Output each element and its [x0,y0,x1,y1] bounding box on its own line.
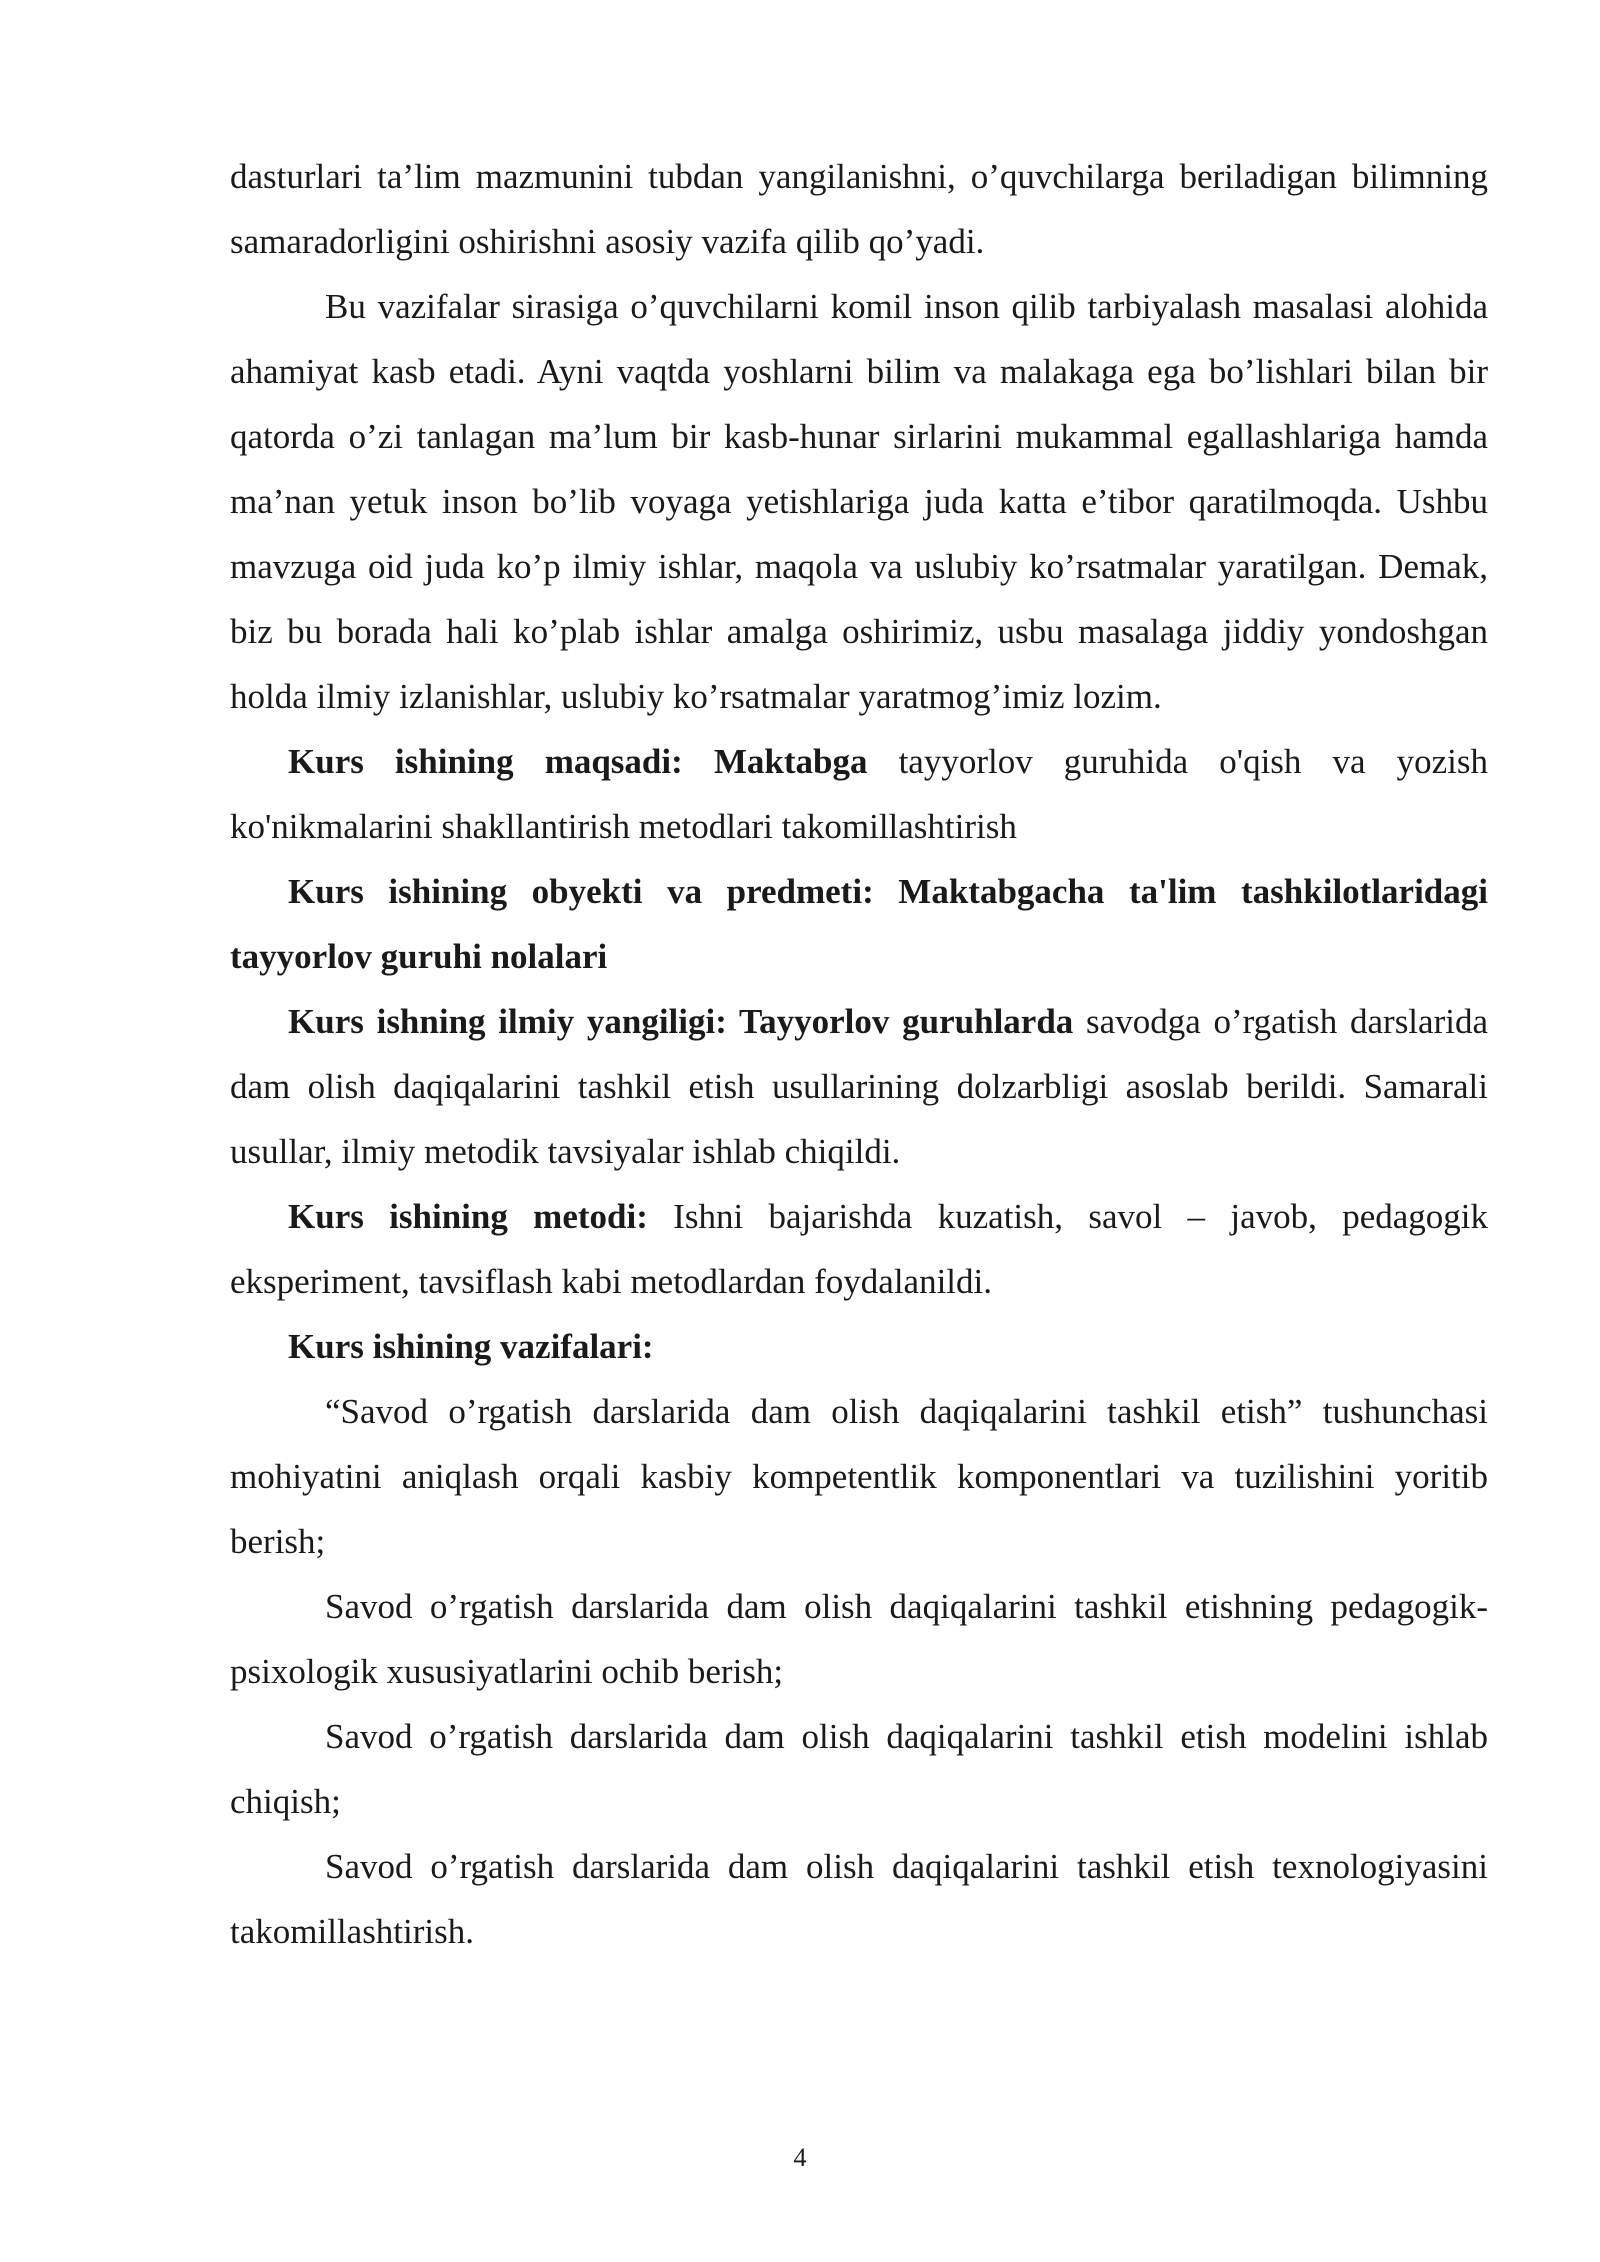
paragraph-tasks-context [230,274,1488,729]
task-item-4 [230,1834,1488,1964]
heading-course-method: Kurs ishining metodi: [288,1197,648,1236]
paragraph-text: Ishni bajarishda kuzatish, savol – javob, pedagogik eksperiment, tavsiflash kabi metodlardan foydalanildi. [230,1197,1488,1301]
paragraph-course-goal [230,729,1488,859]
paragraph-text: savodga o’rgatish darslarida dam olish daqiqalarini tashkil etish usullarining dolzarbligi asoslab berildi. Samarali usullar, ilmiy metodik tavsiyalar ishlab chiqildi. [230,1002,1488,1171]
task-item-2 [230,1574,1488,1704]
paragraph-text: dasturlari ta’lim mazmunini tubdan yangilanishni, o’quvchilarga beriladigan bilimning samaradorligini oshirishni asosiy vazifa qilib qo’yadi. [230,157,1488,261]
paragraph-text: tayyorlov guruhida o'qish va yozish ko'nikmalarini shakllantirish metodlari takomillashtirish [230,742,1488,846]
paragraph-text: Bu vazifalar sirasiga o’quvchilarni komil inson qilib tarbiyalash masalasi alohida ahamiyat kasb etadi. Ayni vaqtda yoshlarni bilim va malakaga ega bo’lishlari bilan bir qatorda o’zi tanlagan ma’lum bir kasb-hunar sirlarini mukammal egallashlariga hamda ma’nan yetuk inson bo’lib voyaga yetishlariga juda katta e’tibor qaratilmoqda. Ushbu mavzuga oid juda ko’p ilmiy ishlar, maqola va uslubiy ko’rsatmalar yaratilgan. Demak, biz bu borada hali ko’plab ishlar amalga oshirimiz, usbu masalaga jiddiy yondoshgan holda ilmiy izlanishlar, uslubiy ko’rsatmalar yaratmog’imiz lozim. [230,287,1488,716]
heading-course-object: Kurs ishining obyekti va predmeti: Maktabgacha ta'lim tashkilotlaridagi tayyorlov guruhi nolalari [230,872,1488,976]
paragraph-course-tasks-heading [230,1314,1488,1379]
heading-course-novelty: Kurs ishning ilmiy yangiligi: Tayyorlov guruhlarda [288,1002,1074,1041]
paragraph-text: Savod o’rgatish darslarida dam olish daqiqalarini tashkil etish modelini ishlab chiqish; [230,1717,1488,1821]
task-item-3 [230,1704,1488,1834]
document-page-body [230,144,1488,1964]
page-number: 4 [793,2143,807,2172]
heading-course-goal: Kurs ishining maqsadi: Maktabga [288,742,868,781]
paragraph-intro-continuation [230,144,1488,274]
paragraph-text: Savod o’rgatish darslarida dam olish daqiqalarini tashkil etish texnologiyasini takomillashtirish. [230,1847,1488,1951]
paragraph-text: Savod o’rgatish darslarida dam olish daqiqalarini tashkil etishning pedagogik-psixologik xususiyatlarini ochib berish; [230,1587,1488,1691]
paragraph-text: “Savod o’rgatish darslarida dam olish daqiqalarini tashkil etish” tushunchasi mohiyatini aniqlash orqali kasbiy kompetentlik komponentlari va tuzilishini yoritib berish; [230,1392,1488,1561]
paragraph-course-object [230,859,1488,989]
paragraph-course-method [230,1184,1488,1314]
paragraph-course-novelty [230,989,1488,1184]
task-item-1 [230,1379,1488,1574]
heading-course-tasks: Kurs ishining vazifalari: [288,1327,654,1366]
